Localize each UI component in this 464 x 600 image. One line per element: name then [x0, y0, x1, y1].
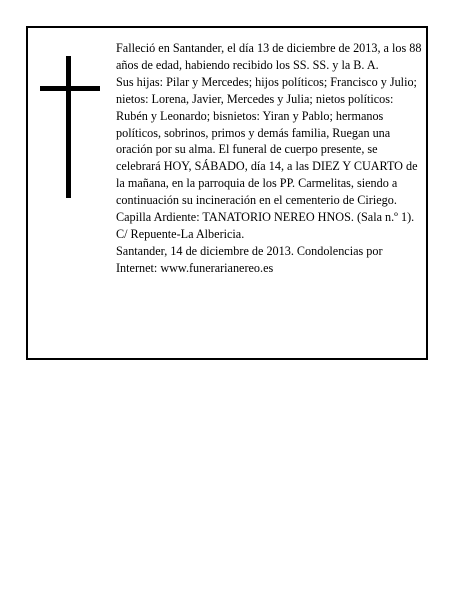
- notice-text: [116, 40, 422, 277]
- cross-horizontal-bar: [40, 86, 100, 91]
- cross-icon: [40, 56, 100, 198]
- notice-paragraph-death: Falleció en Santander, el día 13 de diciembre de 2013, a los 88 años de edad, habiendo recibido los SS. SS. y la B. A.: [116, 41, 422, 72]
- cross-vertical-bar: [66, 56, 71, 198]
- obituary-notice: [26, 26, 428, 360]
- notice-paragraph-date-and-condolences: Santander, 14 de diciembre de 2013. Condolencias por Internet: www.funerarianereo.es: [116, 243, 383, 275]
- notice-paragraph-family-and-funeral: Sus hijas: Pilar y Mercedes; hijos políticos; Francisco y Julio; nietos: Lorena, Javier, Mercedes y Julia; nietos políticos: Rubén y Leonardo; bisnietos: Yiran y Pablo; hermanos políticos, sobrinos, primos y demás familia, Ruegan una oración por su alma. El funeral de cuerpo presente, se celebrará HOY, SÁBADO, día 14, a las DIEZ Y CUARTO de la mañana, en la parroquia de los PP. Carmelitas, siendo a continuación su incineración en el cementerio de Ciriego. Capilla Ardiente: TANATORIO NEREO HNOS. (Sala n.º 1). C/ Repuente-La Albericia.: [116, 74, 418, 241]
